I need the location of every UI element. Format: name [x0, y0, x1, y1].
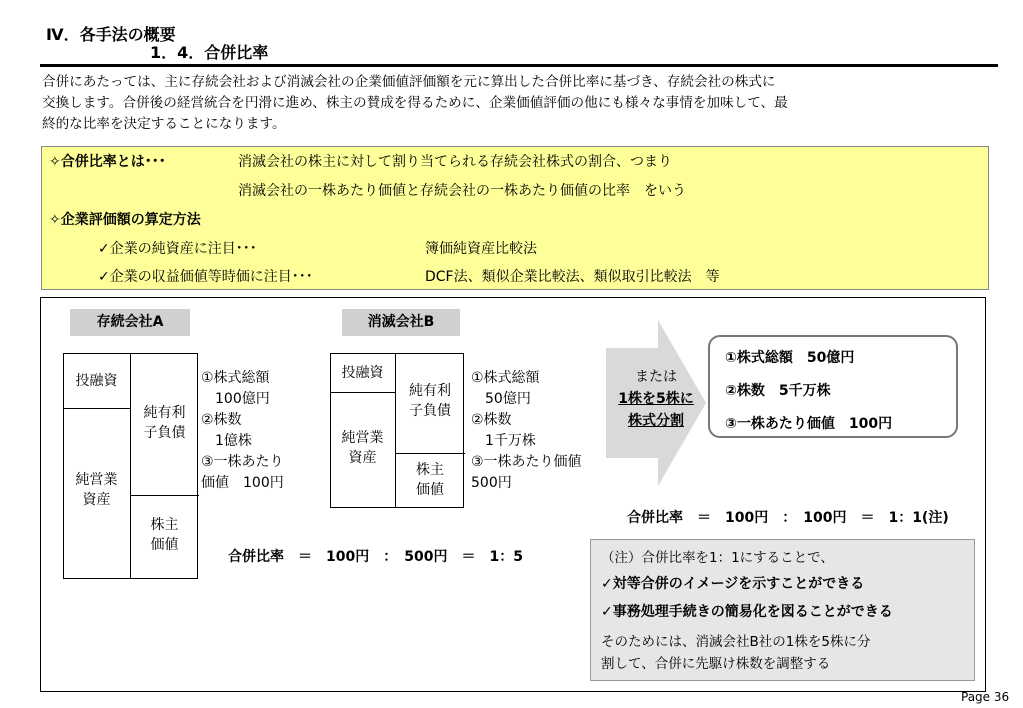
- cell-label: 純営業: [341, 430, 384, 446]
- cell-label: 資産: [82, 492, 111, 508]
- arrow-label: [610, 366, 702, 432]
- cell-label: 価値: [416, 482, 444, 498]
- info-line: ③一株あたり価値: [471, 454, 582, 470]
- subsection-title: 1．4．合併比率: [150, 43, 269, 62]
- company-a-debt-cell: [130, 353, 199, 496]
- intro-line: 交換します。合併後の経営統合を円滑に進め、株主の賛成を得るために、企業価値評価の他にも様々な事情を加味して、最: [42, 95, 788, 111]
- company-a-investments-cell: [63, 353, 131, 409]
- cell-label: 純有利: [143, 405, 186, 421]
- info-line: ①株式総額: [201, 370, 270, 386]
- info-line: ②株数: [201, 412, 242, 428]
- result-line-3: ③一株あたり価値 100円: [725, 416, 893, 432]
- company-b-tag: 消滅会社B: [342, 309, 460, 336]
- method-1-value: 簿価純資産比較法: [425, 241, 537, 257]
- cell-label: 投融資: [75, 373, 118, 389]
- definition-line-2: 消滅会社の一株あたり価値と存続会社の一株あたり価値の比率 をいう: [238, 183, 686, 199]
- cell-label: 資産: [348, 450, 377, 466]
- cell-label: 子負債: [143, 425, 186, 441]
- merger-ratio-2: 合併比率 ＝ 100円 ： 100円 ＝ 1：1(注): [627, 510, 949, 526]
- methods-title: ✧企業評価額の算定方法: [49, 212, 201, 228]
- cell-label: 子負債: [409, 403, 451, 419]
- note-line-5: 割して、合併に先駆け株数を調整する: [601, 656, 831, 672]
- method-1-label: ✓企業の純資産に注目･･･: [98, 241, 257, 257]
- company-b-balance-sheet: [330, 353, 464, 508]
- cell-label: 株主: [416, 462, 444, 478]
- merger-ratio-1: 合併比率 ＝ 100円 ： 500円 ＝ 1：5: [228, 549, 523, 565]
- company-b-operating-assets-cell: [330, 392, 396, 508]
- company-a-operating-assets-cell: [63, 408, 131, 579]
- info-line: 50億円: [471, 391, 531, 407]
- result-line-2: ②株数 5千万株: [725, 383, 831, 399]
- result-box: [708, 335, 958, 438]
- definition-term: ✧合併比率とは･･･: [49, 154, 166, 170]
- company-b-investments-cell: [330, 353, 396, 393]
- info-line: 100億円: [201, 391, 270, 407]
- cell-label: 投融資: [341, 365, 384, 381]
- company-b-info: [471, 368, 582, 494]
- definition-line-1: 消滅会社の株主に対して割り当てられる存続会社株式の割合、つまり: [238, 154, 672, 170]
- method-2-value: DCF法、類似企業比較法、類似取引比較法 等: [425, 269, 720, 285]
- page-number: Page 36: [961, 690, 1010, 704]
- note-line-3: ✓事務処理手続きの簡易化を図ることができる: [601, 604, 893, 620]
- intro-line: 合併にあたっては、主に存続会社および消滅会社の企業価値評価額を元に算出した合併比率に基づき、存続会社の株式に: [42, 74, 776, 90]
- info-line: 1千万株: [471, 433, 536, 449]
- arrow-line-1: または: [635, 369, 677, 385]
- note-line-1: （注）合併比率を1：1にすることで、: [601, 550, 834, 566]
- intro-paragraph: [42, 72, 1000, 135]
- info-line: 1億株: [201, 433, 252, 449]
- note-box: [590, 539, 975, 681]
- note-line-2: ✓対等合併のイメージを示すことができる: [601, 576, 865, 592]
- company-b-equity-cell: [395, 453, 465, 508]
- company-b-debt-cell: [395, 353, 465, 454]
- cell-label: 価値: [150, 537, 179, 553]
- method-2-label: ✓企業の収益価値等時価に注目･･･: [98, 269, 313, 285]
- info-line: ②株数: [471, 412, 512, 428]
- cell-label: 株主: [150, 517, 179, 533]
- info-line: ①株式総額: [471, 370, 540, 386]
- info-line: 価値 100円: [201, 475, 284, 491]
- title-underline: [40, 64, 998, 67]
- arrow-line-3: 株式分割: [628, 413, 684, 429]
- company-a-equity-cell: [130, 495, 199, 579]
- cell-label: 純有利: [409, 383, 451, 399]
- info-line: ③一株あたり: [201, 454, 284, 470]
- result-line-1: ①株式総額 50億円: [725, 350, 855, 366]
- section-title: Ⅳ．各手法の概要: [46, 25, 176, 44]
- note-line-4: そのためには、消滅会社B社の1株を5株に分: [601, 634, 871, 650]
- info-line: 500円: [471, 475, 512, 491]
- arrow-line-2: 1株を5株に: [618, 391, 694, 407]
- intro-line: 終的な比率を決定することになります。: [42, 116, 286, 132]
- company-a-balance-sheet: [63, 353, 198, 579]
- cell-label: 純営業: [75, 472, 118, 488]
- company-a-tag: 存続会社A: [70, 309, 190, 336]
- company-a-info: [201, 368, 284, 494]
